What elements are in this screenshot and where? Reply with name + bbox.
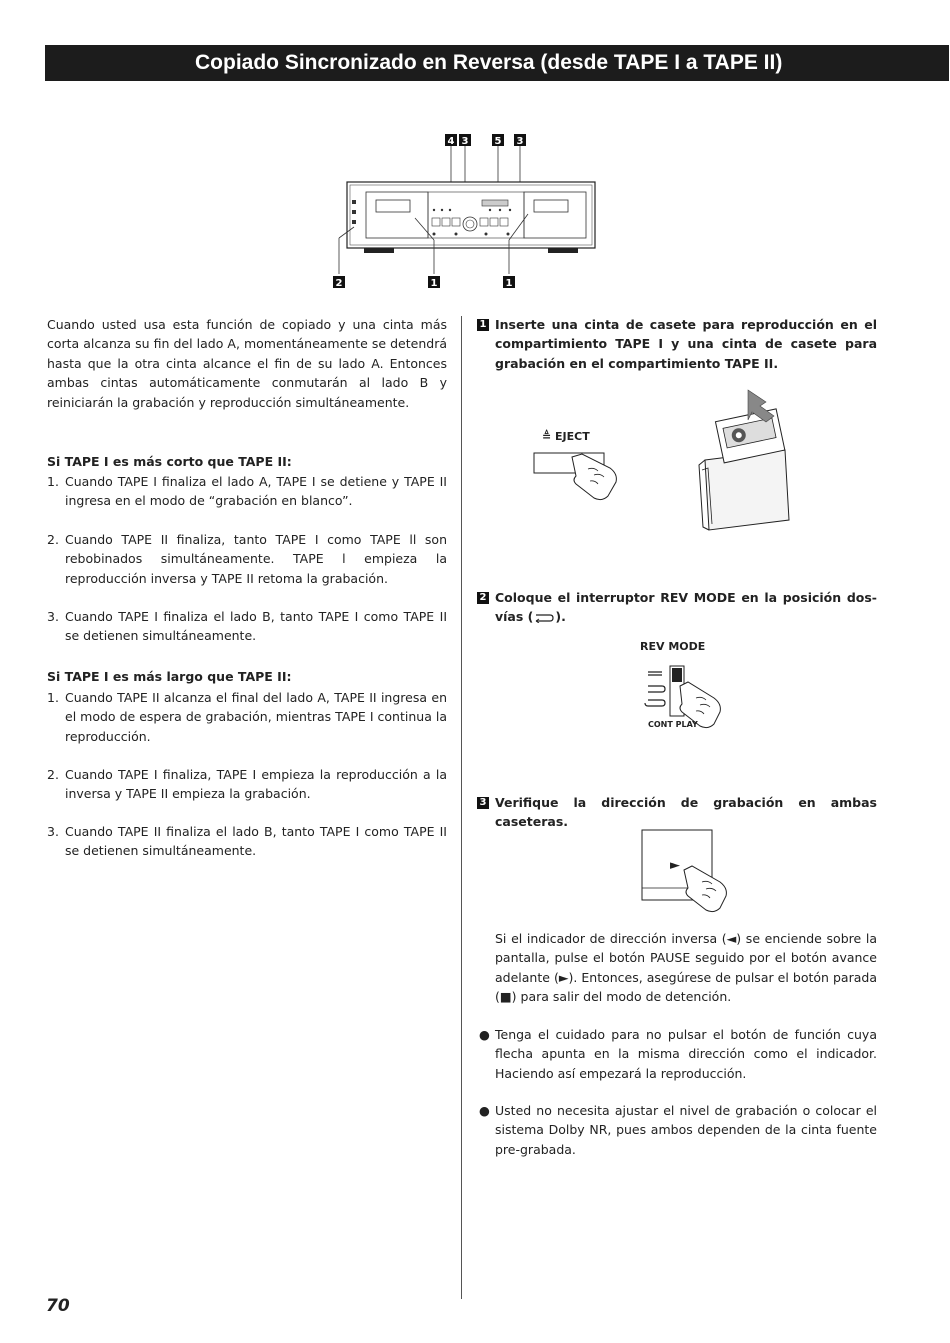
list-item-longer-3 [47, 822, 447, 861]
step-1 [477, 315, 877, 373]
list-text: Cuando TAPE I finaliza el lado B, tanto TAPE I como TAPE II se detienen simultáneamente. [65, 609, 447, 644]
rev-mode-figure [620, 638, 750, 738]
list-number: 1. [47, 690, 59, 705]
bullet-item-2 [479, 1101, 877, 1159]
callout-top-3b [514, 134, 526, 147]
list-text: Cuando TAPE II alcanza el final del lado A, TAPE II ingresa en el modo de espera de grabación, mientras TAPE I continua la reproducción. [65, 690, 447, 744]
svg-text:5: 5 [494, 136, 502, 147]
cont-play-label: CONT PLAY [648, 720, 698, 729]
two-way-icon [533, 613, 555, 623]
step-text: Verifique la dirección de grabación en ambas caseteras. [495, 795, 877, 830]
step-badge: 3 [477, 797, 489, 809]
step-badge: 2 [477, 592, 489, 604]
callout-bottom-1a [428, 276, 440, 289]
list-text: Cuando TAPE II finaliza, tanto TAPE I como TAPE ll son rebobinados simultáneamente. TAPE l empieza la reproducción inversa y TAPE II retoma la grabación. [65, 532, 447, 586]
rev-mode-label: REV MODE [640, 640, 706, 653]
note-paragraph: Si el indicador de dirección inversa (◄) se enciende sobre la pantalla, pulse el botón PAUSE seguido por el botón avance adelante (►). Entonces, asegúrese de pulsar el botón parada (■) para salir del modo de detención. [495, 931, 877, 1005]
heading-longer: Si TAPE I es más largo que TAPE II: [47, 669, 292, 684]
step-3 [477, 793, 877, 832]
deck-figure [330, 128, 620, 293]
list-number: 2. [47, 532, 59, 547]
page-title: Copiado Sincronizado en Reversa (desde TAPE I a TAPE II) [195, 51, 783, 74]
page-number: 70 [46, 1296, 70, 1316]
list-number: 3. [47, 824, 59, 839]
step-2 [477, 588, 877, 627]
play-symbol: ► [670, 858, 680, 873]
step-text: Coloque el interruptor REV MODE en la posición dos-vías ( ). [495, 590, 877, 625]
callout-top-4 [445, 134, 457, 147]
svg-text:1: 1 [430, 278, 438, 289]
callout-bottom-2 [333, 276, 345, 289]
svg-text:1: 1 [505, 278, 513, 289]
list-item-shorter-3 [47, 607, 447, 646]
bullet-dot: ● [479, 1027, 490, 1042]
title-bar [45, 45, 949, 81]
list-number: 3. [47, 609, 59, 624]
column-divider [461, 316, 462, 1299]
list-item-longer-2 [47, 765, 447, 804]
list-text: Cuando TAPE I finaliza, TAPE I empieza la reproducción a la inversa y TAPE II empieza la grabación. [65, 767, 447, 802]
bullet-text: Usted no necesita ajustar el nivel de grabación o colocar el sistema Dolby NR, pues ambos dependen de la cinta fuente pre-grabada. [495, 1103, 877, 1157]
bullet-item-1 [479, 1025, 877, 1083]
svg-text:3: 3 [461, 136, 469, 147]
bullet-text: Tenga el cuidado para no pulsar el botón de función cuya flecha apunta en la misma dirección como el indicador. Haciendo así empezará la reproducción. [495, 1027, 877, 1081]
list-item-longer-1 [47, 688, 447, 746]
list-item-shorter-2 [47, 530, 447, 588]
list-number: 2. [47, 767, 59, 782]
callout-top-3a [459, 134, 471, 147]
step-badge: 1 [477, 319, 489, 331]
list-text: Cuando TAPE II finaliza el lado B, tanto TAPE I como TAPE II se detienen simultáneamente. [65, 824, 447, 859]
callout-top-5 [492, 134, 504, 147]
svg-text:3: 3 [516, 136, 524, 147]
svg-text:2: 2 [335, 278, 343, 289]
bullet-dot: ● [479, 1103, 490, 1118]
list-number: 1. [47, 474, 59, 489]
play-figure [640, 828, 740, 913]
eject-figure [530, 385, 800, 535]
list-text: Cuando TAPE I finaliza el lado A, TAPE I se detiene y TAPE II ingresa en el modo de “grabación en blanco”. [65, 474, 447, 509]
heading-shorter: Si TAPE I es más corto que TAPE II: [47, 454, 292, 469]
list-item-shorter-1 [47, 472, 447, 511]
intro-paragraph: Cuando usted usa esta función de copiado y una cinta más corta alcanza su fin del lado A, momentáneamente se detendrá hasta que la otra cinta alcance el fin de su lado A. Entonces ambas cintas automáticamente conmutarán al lado B y reiniciarán la grabación y reproducción simultáneamente. [47, 317, 447, 410]
callout-bottom-1b [503, 276, 515, 289]
step-text: Inserte una cinta de casete para reproducción en el compartimiento TAPE I y una cinta de casete para grabación en el compartimiento TAPE II. [495, 317, 877, 371]
svg-text:4: 4 [447, 136, 455, 147]
eject-label: ≜ EJECT [542, 430, 590, 443]
